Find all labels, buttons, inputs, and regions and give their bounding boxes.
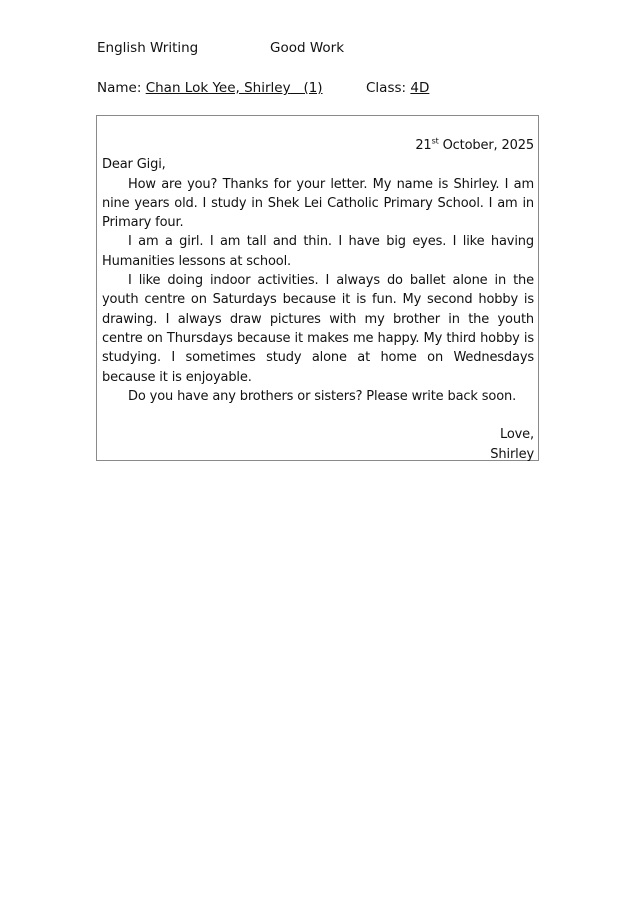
name-line [97, 80, 323, 96]
grade-label: Good Work [270, 40, 345, 56]
class-line [366, 80, 429, 96]
letter-body [102, 136, 534, 464]
letter-closing: Love, [499, 427, 534, 443]
name-label: Name: [97, 80, 142, 96]
class-value: 4D [410, 80, 430, 96]
letter-greeting: Dear Gigi, [102, 157, 166, 173]
letter-paragraph: How are you? Thanks for your letter. My name is Shirley. I am nine years old. I study in Shek Lei Catholic Primary School. I am in Primary four. [102, 176, 534, 231]
class-number: (1) [303, 80, 323, 96]
letter-date: 21st October, 2025 [415, 136, 534, 153]
subject-title: English Writing [97, 40, 199, 56]
letter-paragraph: I like doing indoor activities. I always do ballet alone in the youth centre on Saturdays because it is fun. My second hobby is drawing. I always draw pictures with my brother in the youth centre on Thursdays because it makes me happy. My third hobby is studying. I sometimes study alone at home on Wednesdays because it is enjoyable. [102, 273, 534, 385]
letter-paragraph: Do you have any brothers or sisters? Please write back soon. [128, 388, 517, 404]
name-value: Chan Lok Yee, Shirley (1) [145, 80, 323, 96]
letter-signature: Shirley [490, 446, 534, 462]
spacer [102, 406, 534, 425]
class-label: Class: [366, 80, 407, 96]
letter-paragraph: I am a girl. I am tall and thin. I have big eyes. I like having Humanities lessons at school. [102, 234, 534, 269]
